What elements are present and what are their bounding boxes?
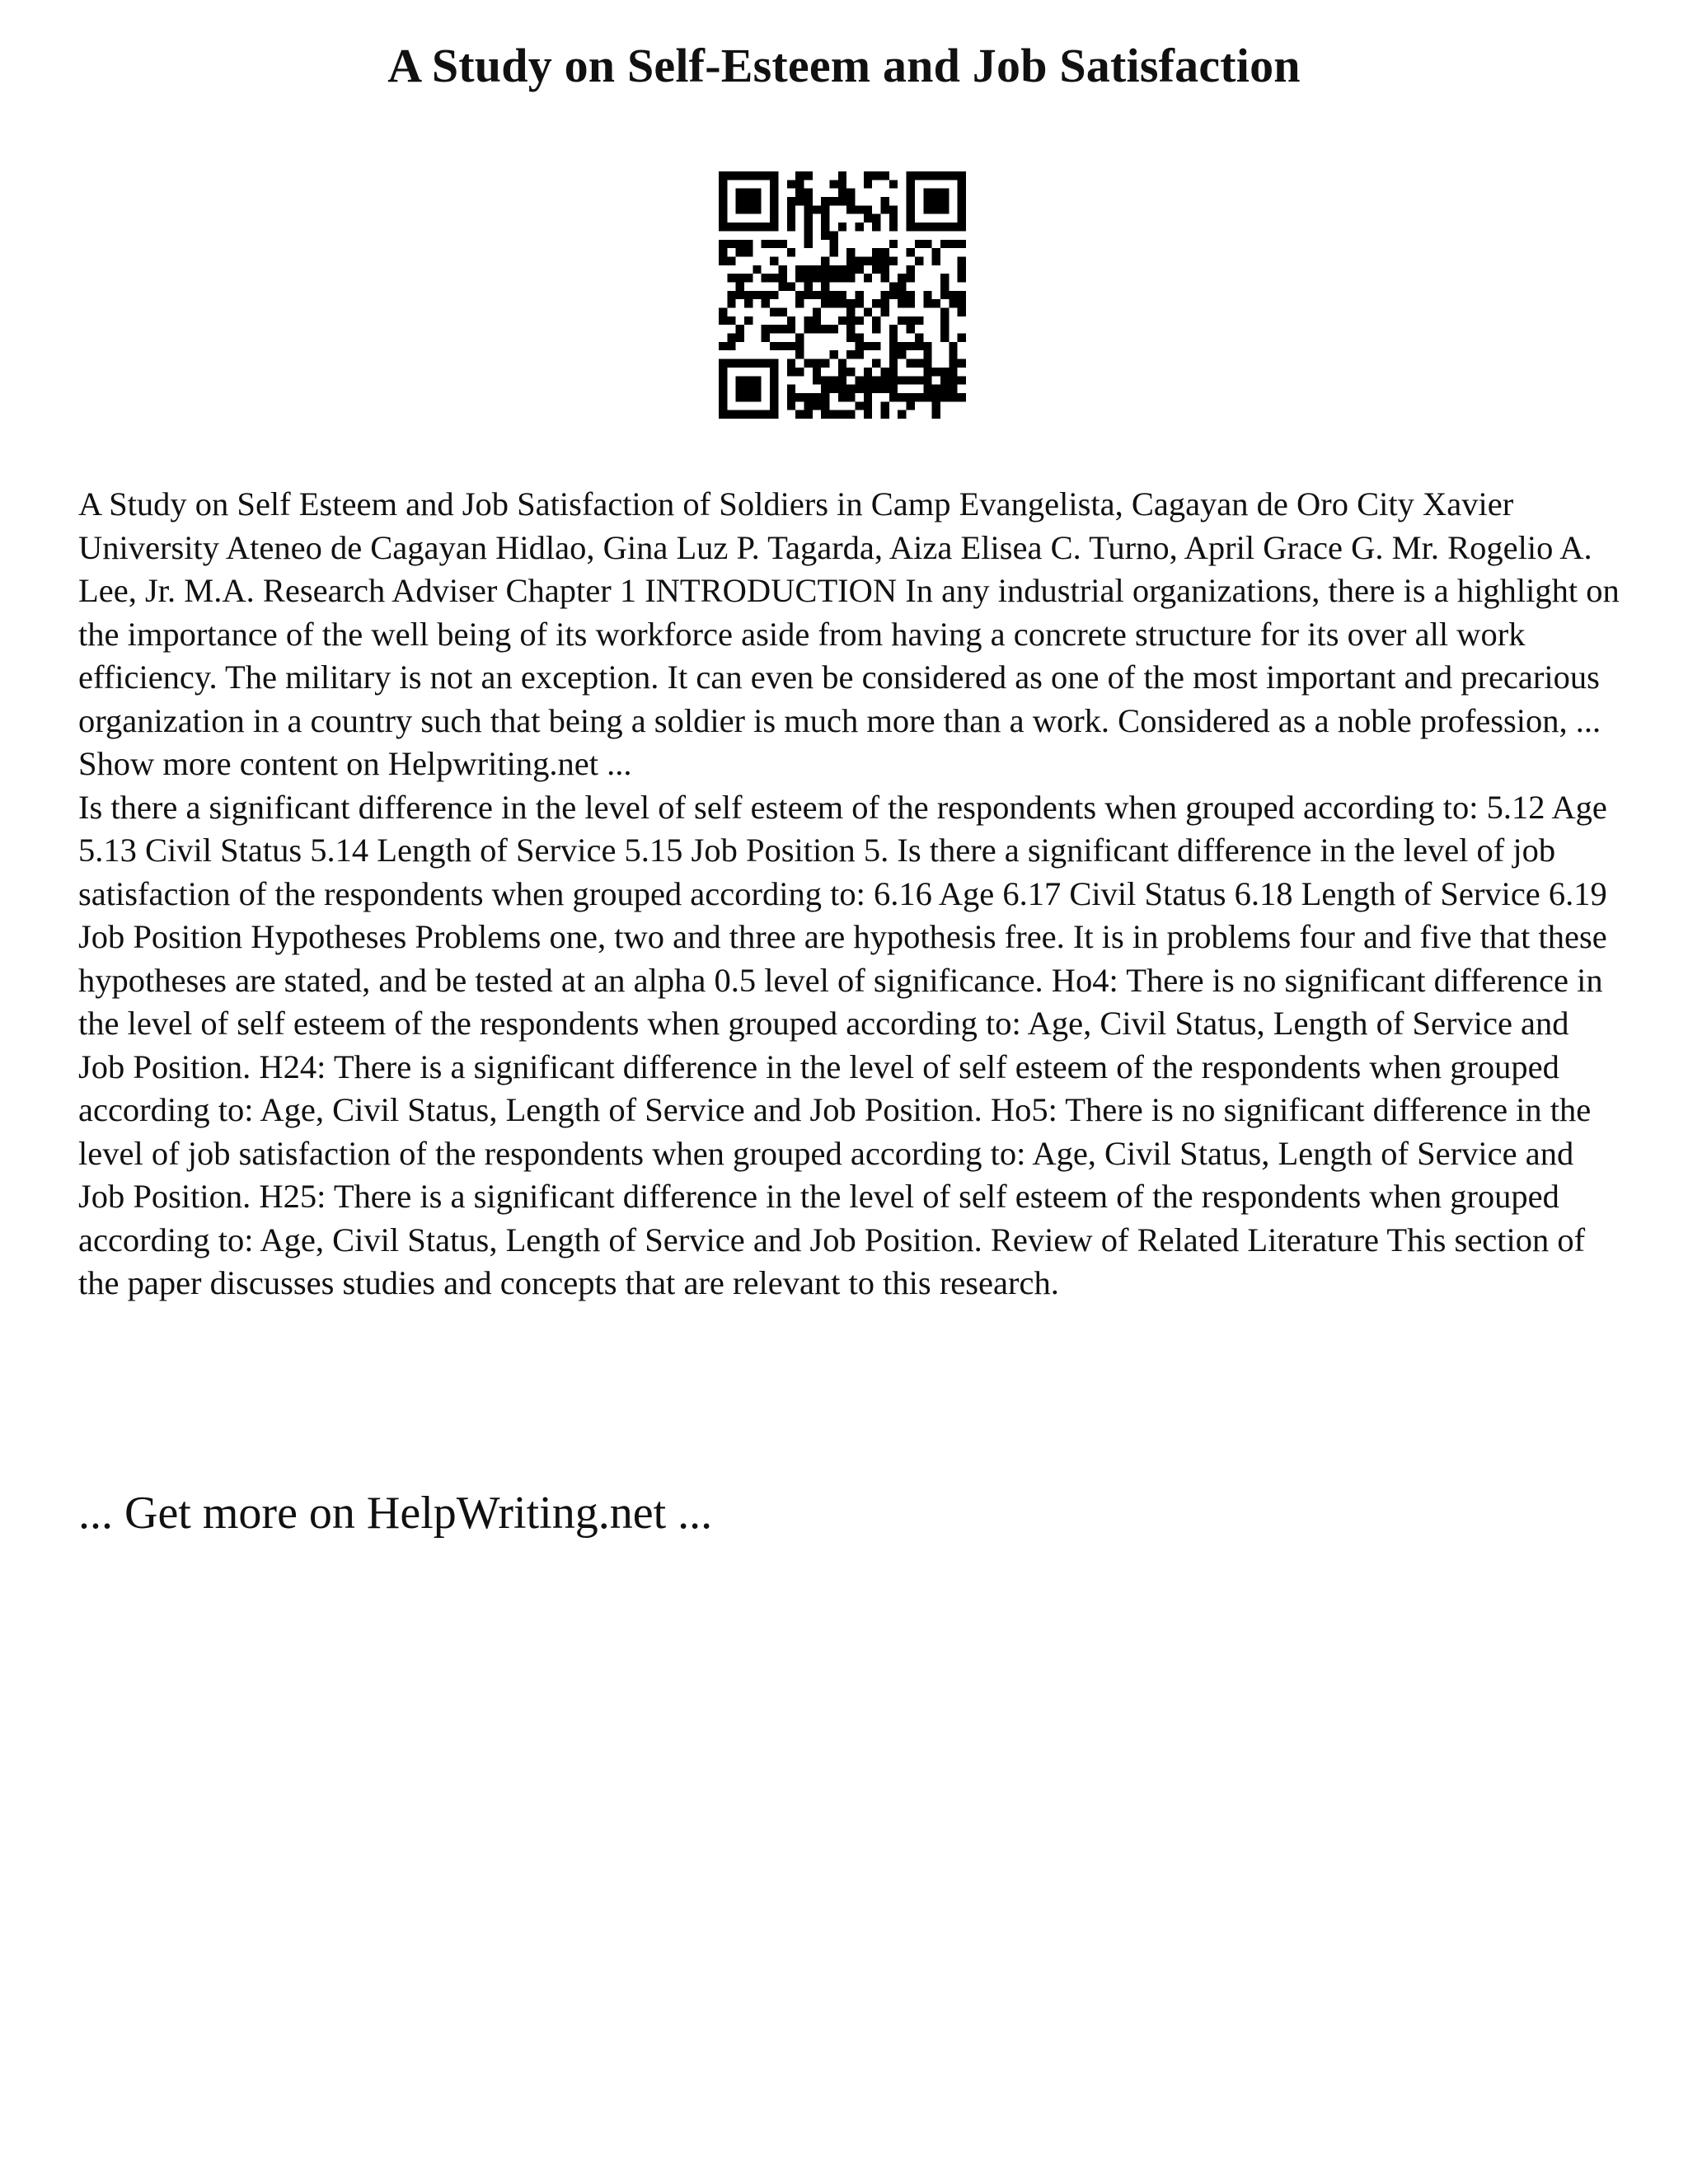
body-paragraph-hypotheses: Is there a significant difference in the level of self esteem of the respondents when grouped according to: 5.12 Age 5.13 Civil Status 5.14 Length of Service 5.15 Job Position 5. Is there a significant difference in the level of job satisfaction of the respondents when grouped according to: 6.16 Age 6.17 Civil Status 6.18 Length of Service 6.19 Job Position Hypotheses Problems one, two and three are hypothesis free. It is in problems four and five that these hypotheses are stated, and be tested at an alpha 0.5 level of significance. Ho4: There is no significant difference in the level of self esteem of the respondents when grouped according to: Age, Civil Status, Length of Service and Job Position. H24: There is a significant difference in the level of self esteem of the respondents when grouped according to: Age, Civil Status, Length of Service and Job Position. Ho5: There is no significant difference in the level of job satisfaction of the respondents when grouped according to: Age, Civil Status, Length of Service and Job Position. H25: There is a significant difference in the level of self esteem of the respondents when grouped according to: Age, Civil Status, Length of Service and Job Position. Review of Related Literature This section of the paper discusses studies and concepts that are relevant to this research. <box>78 788 1607 1301</box>
get-more-link[interactable]: ... Get more on HelpWriting.net ... <box>78 1488 713 1539</box>
body-paragraph-intro: A Study on Self Esteem and Job Satisfaction of Soldiers in Camp Evangelista, Cagayan de Oro City Xavier University Ateneo de Cagayan Hidlao, Gina Luz P. Tagarda, Aiza Elisea C. Turno, April Grace G. Mr. Rogelio A. Lee, Jr. M.A. Research Adviser Chapter 1 INTRODUCTION In any industrial organizations, there is a highlight on the importance of the well being of its workforce aside from having a concrete structure for its over all work efficiency. The military is not an exception. It can even be considered as one of the most important and precarious organization in a country such that being a soldier is much more than a work. Considered as a noble profession, ... Show more content on Helpwriting.net ... <box>78 485 1620 782</box>
document-title: A Study on Self-Esteem and Job Satisfaction <box>387 39 1301 92</box>
document-body <box>78 483 1620 1305</box>
qr-code-icon <box>719 171 966 419</box>
